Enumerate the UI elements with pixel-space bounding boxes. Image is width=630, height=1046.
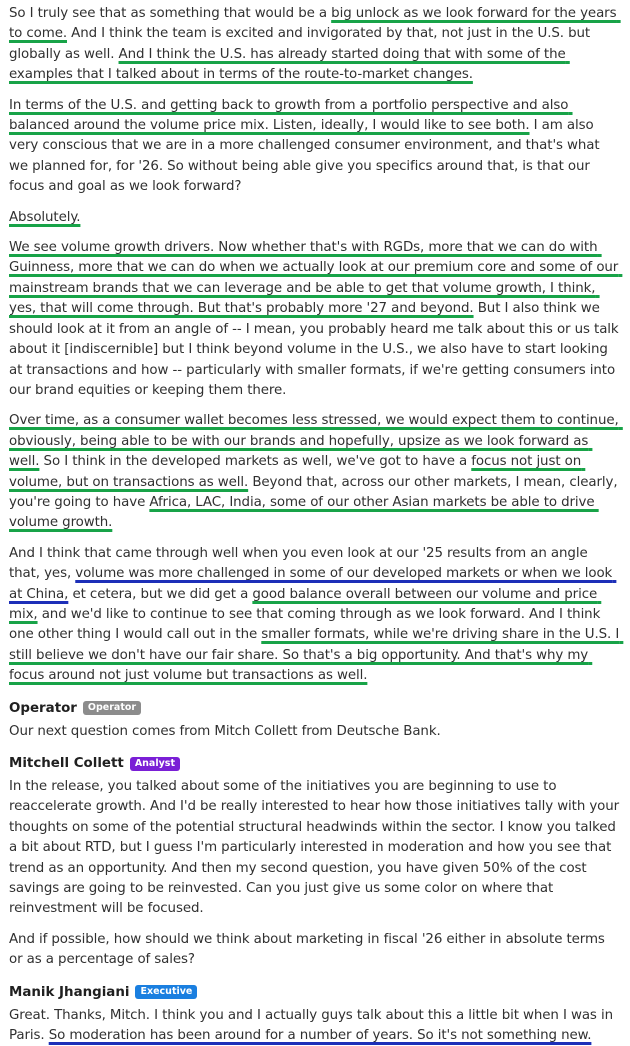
paragraph-text: et cetera, but we did get a	[68, 586, 253, 602]
highlighted-text-blue: So moderation has been around for a number of years. So it's not something new.	[48, 1028, 592, 1044]
highlighted-text-green: Absolutely.	[9, 209, 81, 225]
speaker-header	[9, 985, 622, 1000]
transcript-paragraph	[9, 411, 622, 533]
paragraph-text: Great. Thanks, Mitch. I think you and I actually guys talk about this a little bit when I was in Paris.	[9, 1007, 618, 1044]
paragraph-text: In the release, you talked about some of the initiatives you are beginning to use to reaccelerate growth. And I'd be really interested to hear how those initiatives tally with your thoughts on some of the potential structural headwinds within the sector. I know you talked a bit about RTD, but I guess I'm particularly interested in moderation and how you see that trend as an opportunity. And then my second question, you have given 50% of the cost savings are going to be reinvested. Can you just give us some color on where that reinvestment will be focused.	[9, 779, 624, 917]
speaker-header	[9, 701, 622, 716]
paragraph-text: So I think in the developed markets as well, we've got to have a	[39, 454, 472, 470]
transcript-paragraph	[9, 1006, 622, 1046]
highlighted-text-green: smaller formats, while we're driving share in the U.S. I still believe we don't have our fair share. So that's a big opportunity. And that's why my focus around not just volume but transactions as well.	[9, 627, 624, 684]
paragraph-text: Our next question comes from Mitch Collett from Deutsche Bank.	[9, 723, 441, 739]
transcript-paragraph	[9, 777, 622, 920]
paragraph-text: So I truly see that as something that would be a	[9, 6, 332, 21]
transcript-paragraph	[9, 96, 622, 198]
highlighted-text-green: Africa, LAC, India, some of our other Asian markets be able to drive volume growth.	[9, 494, 599, 531]
transcript-paragraph	[9, 930, 622, 971]
transcript-paragraph	[9, 722, 622, 742]
paragraph-text: I am also very conscious that we are in a more challenged consumer environment, and that's what we planned for, for '26. So without being able give you specifics around that, is that our focus and goal as we look forward?	[9, 118, 604, 195]
highlighted-text-green: good balance overall between our volume and price mix,	[9, 586, 602, 622]
transcript-paragraph	[9, 4, 622, 86]
speaker-role-badge: Analyst	[130, 757, 180, 771]
highlighted-text-green: focus not just on volume, but on transactions as well.	[9, 454, 586, 490]
transcript-paragraph	[9, 238, 622, 401]
transcript-paragraph	[9, 208, 622, 228]
speaker-role-badge: Operator	[83, 701, 141, 715]
highlighted-text-blue: volume was more challenged in some of our developed markets or when we look at China,	[9, 566, 617, 602]
paragraph-text: But I also think we should look at it from an angle of -- I mean, you probably heard me talk about this or us talk about it [indiscernible] but I think beyond volume in the U.S., we also have to start looking at transactions and how -- particularly with smaller formats, if we're getting consumers into our brand equities or keeping them there.	[9, 301, 623, 398]
paragraph-text: and we'd like to continue to see that coming through as we look forward. And I think one other thing I would call out in the	[9, 606, 605, 643]
paragraph-text: And if possible, how should we think about marketing in fiscal '26 either in absolute terms or as a percentage of sales?	[9, 931, 609, 968]
highlighted-text-green: Over time, as a consumer wallet becomes less stressed, we would expect them to continue, obviously, being able to be with our brands and hopefully, upsize as we look forward as well.	[9, 413, 623, 470]
transcript-paragraph	[9, 544, 622, 687]
speaker-name: Mitchell Collett	[9, 756, 124, 771]
paragraph-text: And I think the team is excited and invigorated by that, not just in the U.S. but globally as well.	[9, 26, 595, 62]
paragraph-text: Beyond that, across our other markets, I mean, clearly, you're going to have	[9, 474, 622, 510]
paragraph-text: And I think that came through well when you even look at our '25 results from an angle that, yes,	[9, 545, 592, 582]
speaker-role-badge: Executive	[135, 985, 197, 999]
highlighted-text-green: And I think the U.S. has already started doing that with some of the examples that I talked about in terms of the route-to-market changes.	[9, 46, 570, 83]
speaker-name: Manik Jhangiani	[9, 984, 130, 1000]
speaker-header	[9, 756, 622, 771]
highlighted-text-green: big unlock as we look forward for the years to come.	[9, 6, 621, 42]
highlighted-text-green: We see volume growth drivers. Now whether that's with RGDs, more that we can do with Guinness, more that we can do when we actually look at our premium core and some of our mainstream brands that we can leverage and be able to get that volume growth, I think, yes, that will come through. But that's probably more '27 and beyond.	[9, 240, 623, 317]
speaker-name: Operator	[9, 700, 77, 716]
highlighted-text-green: In terms of the U.S. and getting back to growth from a portfolio perspective and also balanced around the volume price mix. Listen, ideally, I would like to see both.	[9, 97, 573, 134]
